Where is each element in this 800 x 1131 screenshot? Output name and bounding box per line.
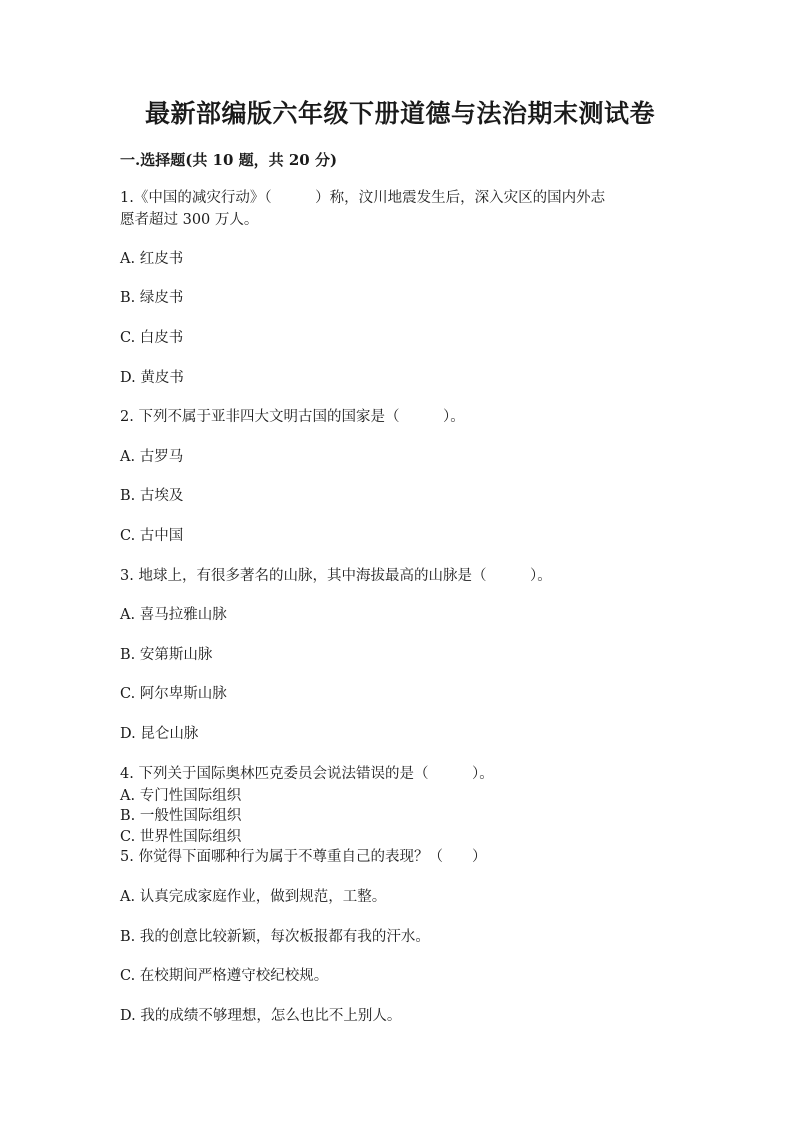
question-3-option-c: C. 阿尔卑斯山脉 — [120, 686, 227, 702]
question-4-option-c: C. 世界性国际组织 — [120, 829, 242, 845]
question-1-option-b: B. 绿皮书 — [120, 290, 184, 306]
question-4-text: 4. 下列关于国际奥林匹克委员会说法错误的是（ ）。 — [120, 766, 494, 782]
question-5-option-b: B. 我的创意比较新颖，每次板报都有我的汗水。 — [120, 929, 430, 945]
question-5-text: 5. 你觉得下面哪种行为属于不尊重自己的表现？（ ） — [120, 849, 487, 865]
question-1-option-a: A. 红皮书 — [120, 251, 184, 267]
question-1 — [120, 187, 680, 231]
question-4-option-a: A. 专门性国际组织 — [120, 788, 242, 804]
question-2-text: 2. 下列不属于亚非四大文明古国的国家是（ ）。 — [120, 409, 465, 425]
question-3-option-a: A. 喜马拉雅山脉 — [120, 607, 227, 623]
section-heading: 一.选择题(共 10 题，共 20 分) — [120, 151, 338, 169]
question-1-text-line1: 1.《中国的减灾行动》（ ）称，汶川地震发生后，深入灾区的国内外志 — [120, 190, 606, 206]
question-4-option-b: B. 一般性国际组织 — [120, 808, 242, 824]
question-5-option-c: C. 在校期间严格遵守校纪校规。 — [120, 968, 329, 984]
question-3-text: 3. 地球上，有很多著名的山脉，其中海拔最高的山脉是（ ）。 — [120, 568, 552, 584]
question-5-option-a: A. 认真完成家庭作业，做到规范，工整。 — [120, 889, 387, 905]
question-3-option-d: D. 昆仑山脉 — [120, 726, 199, 742]
question-2-option-b: B. 古埃及 — [120, 488, 184, 504]
page-title: 最新部编版六年级下册道德与法治期末测试卷 — [144, 99, 655, 128]
question-2-option-c: C. 古中国 — [120, 528, 184, 544]
question-1-option-c: C. 白皮书 — [120, 330, 184, 346]
question-5-option-d: D. 我的成绩不够理想，怎么也比不上别人。 — [120, 1008, 402, 1024]
question-1-text-line2: 愿者超过 300 万人。 — [120, 212, 259, 228]
question-2-option-a: A. 古罗马 — [120, 449, 184, 465]
question-3-option-b: B. 安第斯山脉 — [120, 647, 213, 663]
question-1-option-d: D. 黄皮书 — [120, 370, 184, 386]
